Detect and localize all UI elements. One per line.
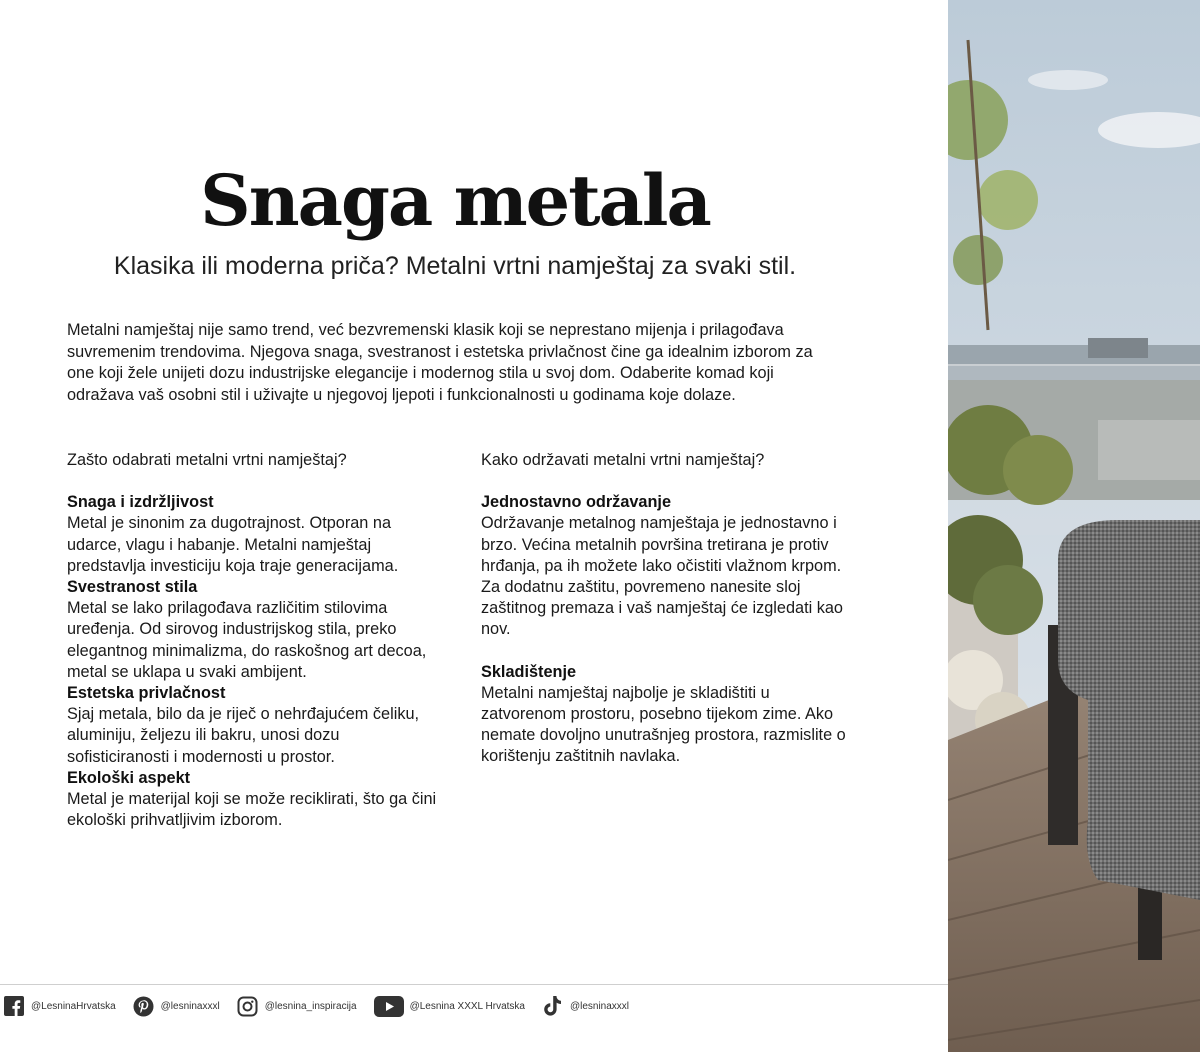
social-links: [0, 994, 646, 1018]
section-text: Metal je sinonim za dugotrajnost. Otporan na udarce, vlagu i habanje. Metalni namještaj predstavlja investiciju koja traje generacijama.: [67, 514, 399, 575]
section-text: Sjaj metala, bilo da je riječ o nehrđajućem čeliku, aluminiju, željezu ili bakru, unosi dozu sofisticiranosti i modernosti u prostor.: [67, 705, 420, 766]
left-column: [67, 450, 442, 831]
section-heading: Skladištenje: [481, 662, 577, 681]
section-heading: Svestranost stila: [67, 578, 198, 597]
intro-paragraph: Metalni namještaj nije samo trend, već bezvremenski klasik koji se neprestano mijenja i prilagođava suvremenim trendovima. Njegova snaga, svestranost i estetska privlačnost čine ga idealnim izborom za one koji žele unijeti dozu industrijske elegancije i modernog stila u svoj dom. Odaberite komad koji odražava vaš osobni stil i uživajte u njegovoj ljepoti i funkcionalnosti u godinama koje dolaze.: [67, 321, 813, 404]
social-youtube[interactable]: [374, 995, 525, 1017]
social-tiktok[interactable]: [542, 995, 629, 1017]
social-instagram[interactable]: [237, 995, 357, 1017]
section-text: Metal je materijal koji se može reciklirati, što ga čini ekološki prihvatljivim izborom.: [67, 790, 437, 830]
footer-divider: [0, 984, 948, 985]
page-title: Snaga metala: [200, 159, 710, 242]
page-subtitle: Klasika ili moderna priča? Metalni vrtni namještaj za svaki stil.: [113, 252, 797, 280]
terrace-photo-illustration: [948, 0, 1200, 1052]
right-column: [481, 450, 856, 768]
social-label: @lesninaxxxl: [160, 1000, 220, 1012]
instagram-icon: [237, 995, 259, 1017]
youtube-icon: [374, 995, 404, 1017]
left-question: Zašto odabrati metalni vrtni namještaj?: [67, 451, 347, 469]
social-label: @Lesnina XXXL Hrvatska: [409, 1000, 525, 1012]
facebook-icon: [3, 995, 25, 1017]
social-label: @LesninaHrvatska: [31, 1000, 116, 1012]
section-text: Održavanje metalnog namještaja je jednostavno i brzo. Većina metalnih površina tretirana je protiv hrđanja, pa ih možete lako očistiti vlažnom krpom. Za dodatnu zaštitu, povremeno nanesite sloj zaštitnog premaza i vaš namještaj će izgledati kao nov.: [481, 514, 843, 639]
social-facebook[interactable]: [3, 995, 116, 1017]
section-text: Metalni namještaj najbolje je skladištiti u zatvorenom prostoru, posebno tijekom zime. Ako nemate dovoljno unutrašnjeg prostora, razmislite o korištenju zaštitnih navlaka.: [481, 683, 846, 766]
social-label: @lesninaxxxl: [569, 1000, 630, 1012]
section-heading: Estetska privlačnost: [67, 684, 226, 703]
tiktok-icon: [542, 995, 564, 1017]
social-label: @lesnina_inspiracija: [264, 1000, 357, 1012]
right-question: Kako održavati metalni vrtni namještaj?: [481, 451, 765, 469]
section-text: Metal se lako prilagođava različitim stilovima uređenja. Od sirovog industrijskog stila, preko elegantnog minimalizma, do raskošnog art decoa, metal se uklapa u svaki ambijent.: [67, 599, 427, 681]
terrace-photo: [948, 0, 1200, 1052]
section-heading: Snaga i izdržljivost: [67, 493, 214, 512]
pinterest-icon: [133, 995, 155, 1017]
section-heading: Ekološki aspekt: [67, 768, 191, 787]
section-heading: Jednostavno održavanje: [481, 493, 672, 512]
social-pinterest[interactable]: [133, 995, 220, 1017]
